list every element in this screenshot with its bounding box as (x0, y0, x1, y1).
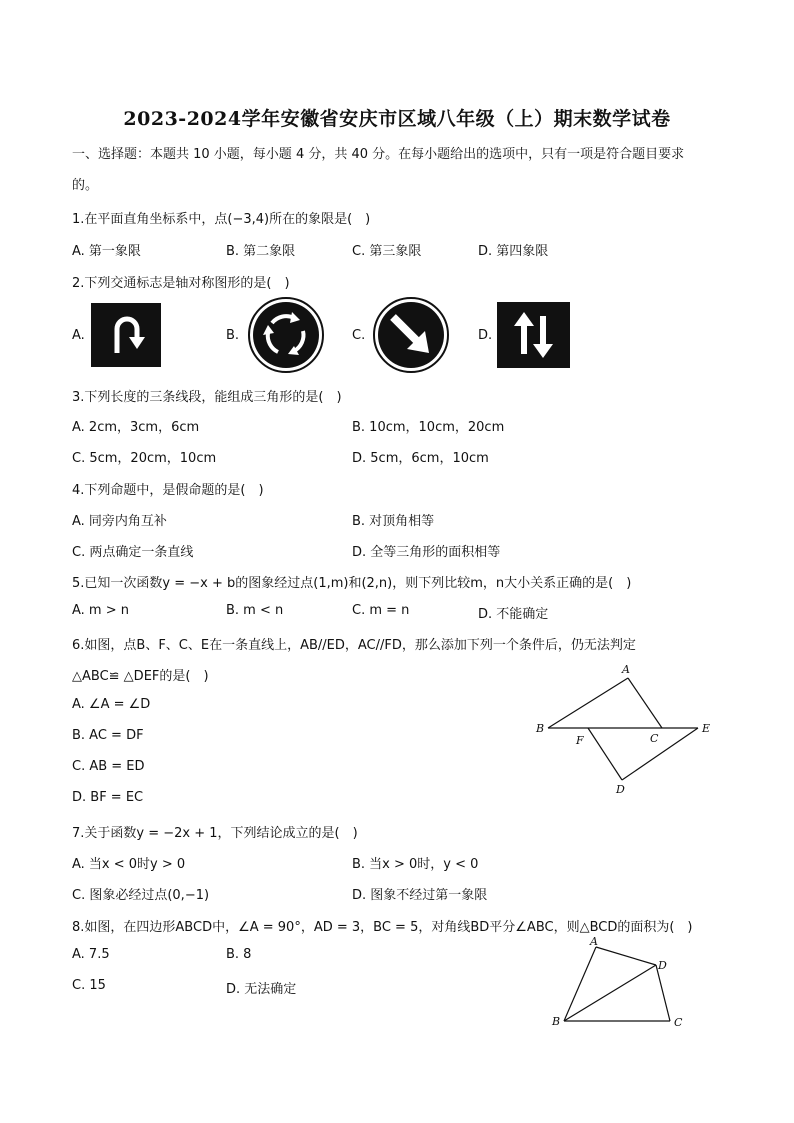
q2-option-c: C. (352, 328, 366, 343)
fig8-label-b: B (552, 1015, 561, 1028)
q6-option-d: D. BF = EC (72, 790, 144, 805)
q1-option-c: C. 第三象限 (352, 244, 422, 259)
question-4-stem: 4.下列命题中，是假命题的是( ) (72, 483, 264, 498)
q3-option-a: A. 2cm，3cm，6cm (72, 420, 200, 435)
page-title: 2023-2024学年安徽省安庆市区域八年级（上）期末数学试卷 (123, 108, 671, 130)
q8-option-c: C. 15 (72, 978, 106, 993)
q2-option-b: B. (226, 328, 240, 343)
fig6-label-f: F (576, 734, 584, 747)
fig6-label-e: E (702, 722, 711, 735)
q7-option-d: D. 图象不经过第一象限 (352, 888, 488, 903)
q3-option-b: B. 10cm，10cm，20cm (352, 420, 505, 435)
q7-option-c: C. 图象必经过点(0,−1) (72, 888, 210, 903)
fig6-label-b: B (536, 722, 545, 735)
q8-option-a: A. 7.5 (72, 947, 110, 962)
roundabout-sign-icon (246, 297, 326, 373)
question-6-stem: 6.如图，点B、F、C、E在一条直线上，AB//ED，AC//FD，那么添加下列一个条件后，仍无法判定 (72, 638, 636, 653)
q4-option-c: C. 两点确定一条直线 (72, 545, 194, 560)
question-3-stem: 3.下列长度的三条线段，能组成三角形的是( ) (72, 390, 342, 405)
q5-option-c: C. m = n (352, 603, 410, 618)
q2-option-d: D. (478, 328, 493, 343)
question-1-stem: 1.在平面直角坐标系中，点(−3,4)所在的象限是( ) (72, 212, 371, 227)
question-8-figure (548, 935, 698, 1035)
q5-option-a: A. m > n (72, 603, 129, 618)
q4-option-d: D. 全等三角形的面积相等 (352, 545, 501, 560)
question-8-stem: 8.如图，在四边形ABCD中，∠A = 90°，AD = 3，BC = 5，对角线BD平分∠ABC，则△BCD的面积为( ) (72, 920, 693, 935)
two-way-traffic-sign-icon (497, 302, 570, 368)
q7-option-b: B. 当x > 0时，y < 0 (352, 857, 479, 872)
q4-option-b: B. 对顶角相等 (352, 514, 435, 529)
question-2-stem: 2.下列交通标志是轴对称图形的是( ) (72, 276, 290, 291)
q4-option-a: A. 同旁内角互补 (72, 514, 167, 529)
q7-option-a: A. 当x < 0时y > 0 (72, 857, 186, 872)
keep-right-sign-icon (371, 297, 451, 373)
question-6-stem-line2: △ABC≌ △DEF的是( ) (72, 669, 209, 684)
question-6-figure (530, 660, 720, 800)
q5-option-b: B. m < n (226, 603, 284, 618)
fig8-label-d: D (658, 959, 667, 972)
fig8-label-a: A (590, 935, 598, 948)
q2-option-a: A. (72, 328, 85, 343)
q6-option-b: B. AC = DF (72, 728, 144, 743)
q1-option-a: A. 第一象限 (72, 244, 141, 259)
fig6-label-d: D (616, 783, 625, 796)
q8-option-b: B. 8 (226, 947, 252, 962)
question-7-stem: 7.关于函数y = −2x + 1，下列结论成立的是( ) (72, 826, 358, 841)
q3-option-c: C. 5cm，20cm，10cm (72, 451, 217, 466)
q1-option-d: D. 第四象限 (478, 244, 549, 259)
q6-option-c: C. AB = ED (72, 759, 145, 774)
section-heading-line1: 一、选择题：本题共 10 小题，每小题 4 分，共 40 分。在每小题给出的选项中，只有一项是符合题目要求 (72, 147, 685, 162)
fig6-label-c: C (650, 732, 659, 745)
fig8-label-c: C (674, 1016, 683, 1029)
u-turn-sign-icon (91, 303, 161, 367)
q6-option-a: A. ∠A = ∠D (72, 697, 151, 712)
fig6-label-a: A (622, 663, 630, 676)
q8-option-d: D. 无法确定 (226, 982, 297, 997)
question-5-stem: 5.已知一次函数y = −x + b的图象经过点(1,m)和(2,n)，则下列比较m，n大小关系正确的是( ) (72, 576, 632, 591)
section-heading-line2: 的。 (72, 178, 99, 193)
q1-option-b: B. 第二象限 (226, 244, 296, 259)
q5-option-d: D. 不能确定 (478, 607, 549, 622)
q3-option-d: D. 5cm，6cm，10cm (352, 451, 489, 466)
